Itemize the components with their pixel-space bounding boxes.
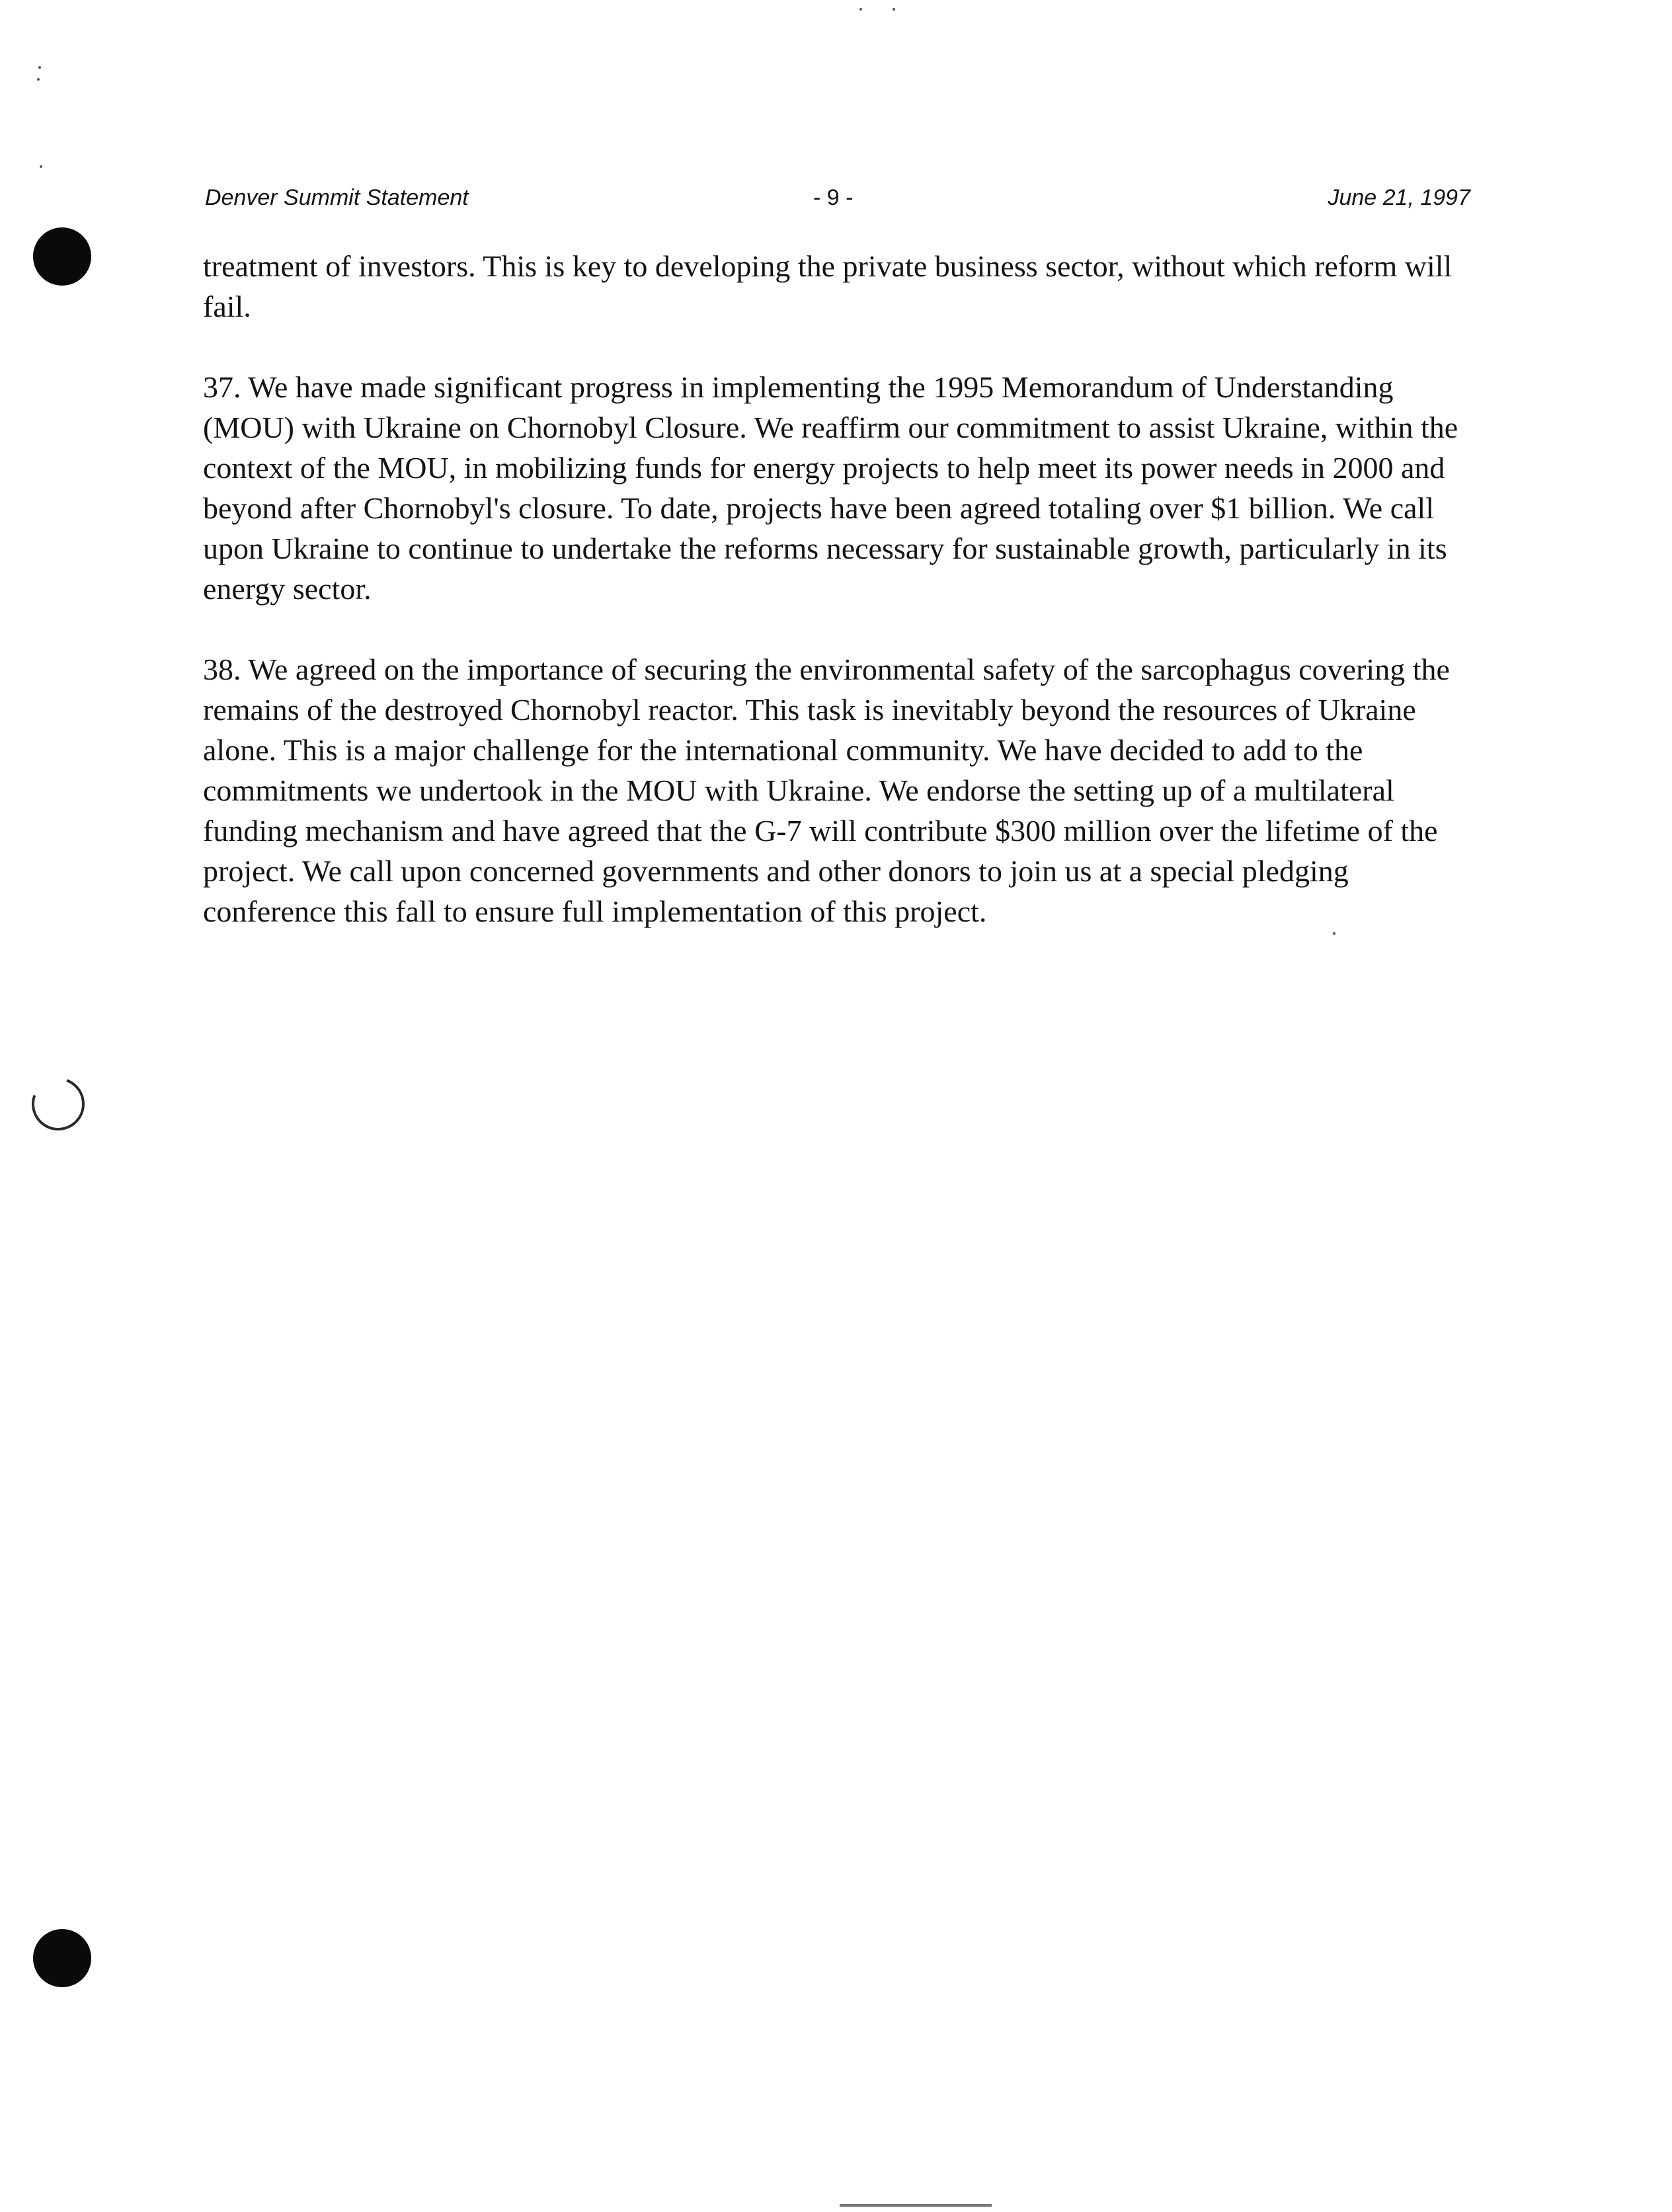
paragraph-continuation: treatment of investors. This is key to developing the private business sector, without which reform will fail. — [203, 249, 1453, 323]
document-body — [203, 246, 1479, 972]
punch-hole-top — [33, 227, 91, 286]
punch-hole-bottom — [33, 1929, 91, 1987]
scan-speck — [40, 165, 42, 168]
ring-mark — [23, 1069, 93, 1139]
paragraph-38: 38. We agreed on the importance of securing the environmental safety of the sarcophagus covering the remains of the destroyed Chornobyl reactor. This task is inevitably beyond the resources of Ukraine alone. This is a major challenge for the international community. We have decided to add to the commitments we undertook in the MOU with Ukraine. We endorse the setting up of a multilateral funding mechanism and have agreed that the G-7 will contribute $300 million over the lifetime of the project. We call upon concerned governments and other donors to join us at a special pledging conference this fall to ensure full implementation of this project. — [203, 652, 1450, 928]
paragraph-37: 37. We have made significant progress in implementing the 1995 Memorandum of Understanding (MOU) with Ukraine on Chornobyl Closure. We reaffirm our commitment to assist Ukraine, within the context of the MOU, in mobilizing funds for energy projects to help meet its power needs in 2000 and beyond after Chornobyl's closure. To date, projects have been agreed totaling over $1 billion. We call upon Ukraine to continue to undertake the reforms necessary for sustainable growth, particularly in its energy sector. — [203, 370, 1458, 606]
running-header — [205, 180, 1470, 219]
header-document-title: Denver Summit Statement — [205, 185, 469, 210]
header-date: June 21, 1997 — [1328, 185, 1470, 210]
scan-speck — [37, 78, 40, 81]
scan-speck — [38, 66, 41, 69]
scan-speck — [893, 8, 895, 11]
scan-edge-mark — [840, 2204, 992, 2207]
scan-speck — [859, 8, 862, 11]
page-number: - 9 - — [813, 185, 854, 210]
